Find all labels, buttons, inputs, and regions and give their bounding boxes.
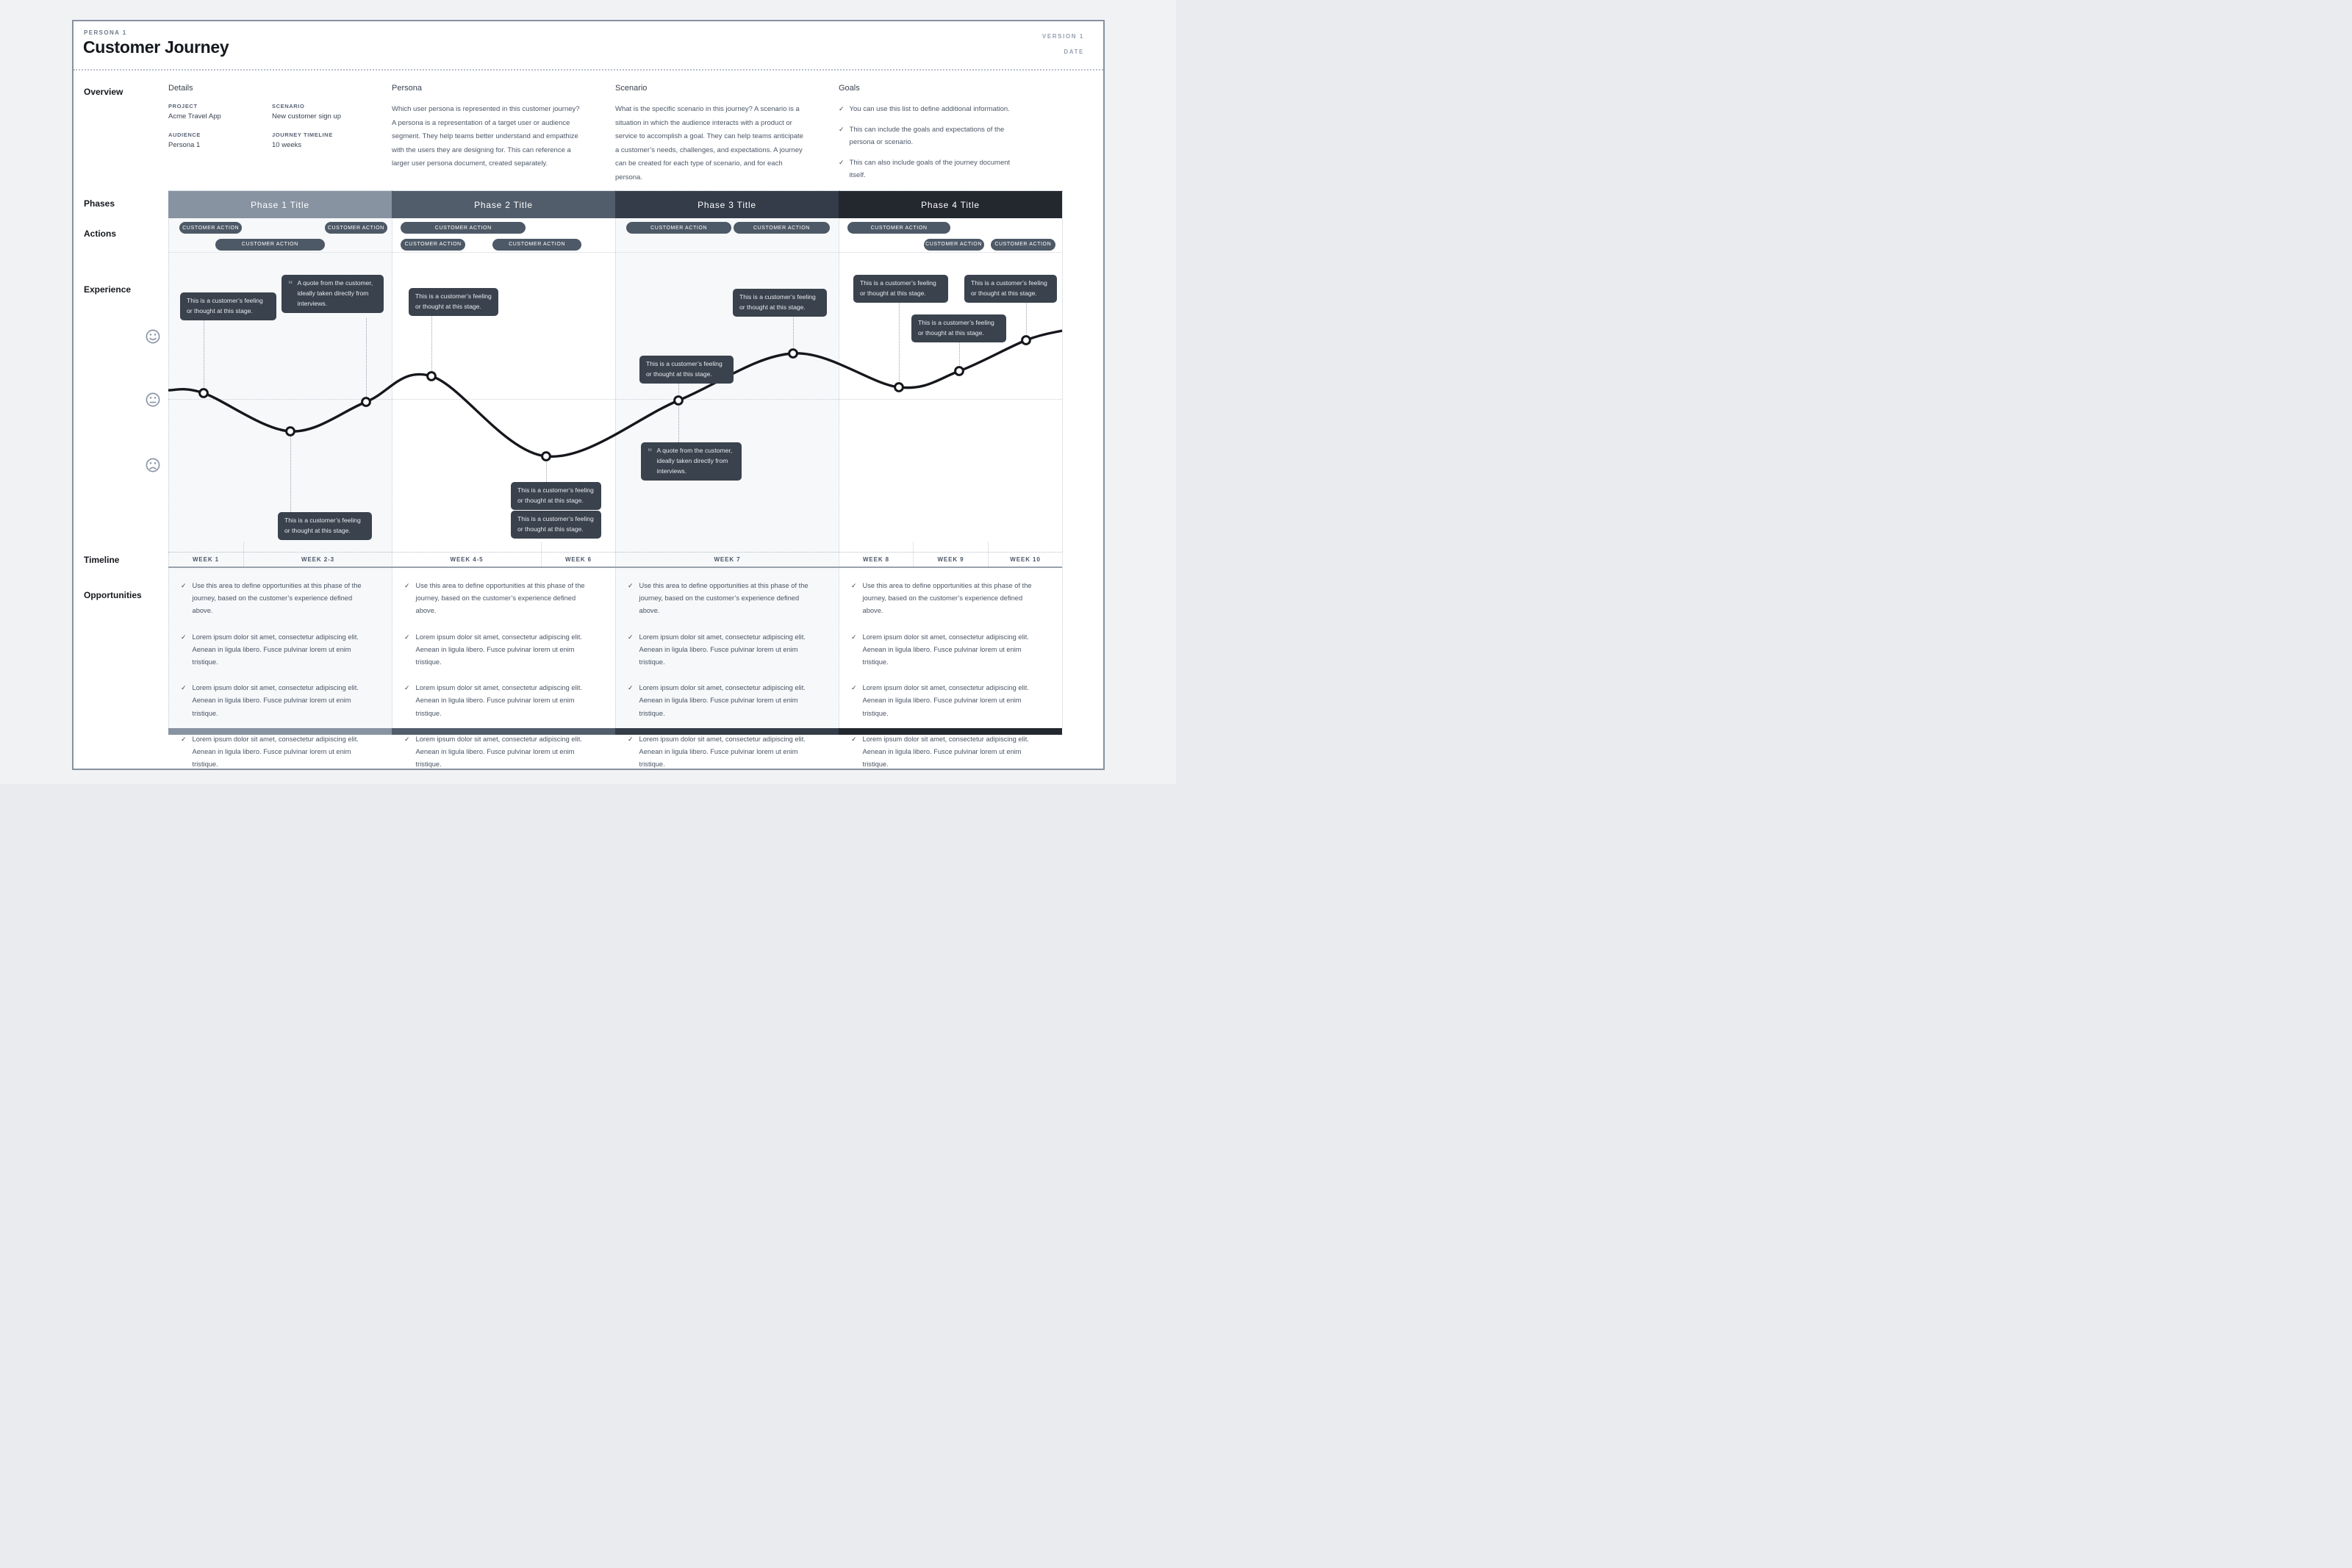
goals-heading: Goals (839, 84, 860, 93)
check-icon: ✓ (404, 735, 410, 743)
curve-point-marker[interactable] (895, 384, 903, 392)
journey-card (72, 20, 1105, 770)
detail-field-label: AUDIENCE (168, 132, 201, 138)
opportunity-text: Lorem ipsum dolor sit amet, consectetur adipiscing elit. Aenean in ligula libero. Fusce pulvinar lorem ut enim tristique. (862, 735, 1029, 769)
curve-point-marker[interactable] (789, 350, 797, 358)
customer-journey-page (0, 0, 1176, 784)
quote-row (648, 446, 735, 477)
persona-description: Which user persona is represented in this customer journey? A persona is a representation of a target user or audience segment. They help teams better understand and empathize with the users they are designing for. This can reference a larger user persona document, created separately. (392, 105, 580, 168)
check-icon: ✓ (181, 684, 187, 692)
opportunity-text: Lorem ipsum dolor sit amet, consectetur adipiscing elit. Aenean in ligula libero. Fusce pulvinar lorem ut enim tristique. (192, 684, 359, 717)
customer-action-pill[interactable]: CUSTOMER ACTION (626, 222, 731, 234)
opportunity-item (404, 733, 593, 772)
phase-footer-bar-3 (615, 728, 839, 735)
timeline-week-cell: WEEK 8 (839, 553, 913, 567)
experience-curve-path (168, 331, 1062, 456)
check-icon: ✓ (628, 633, 634, 641)
check-icon: ✓ (839, 126, 845, 134)
goal-text: You can use this list to define additional information. (849, 105, 1010, 113)
opportunity-item (628, 682, 817, 720)
detail-field-label: SCENARIO (272, 103, 305, 109)
quote-row (288, 278, 377, 309)
experience-label: Experience (84, 284, 132, 295)
customer-feeling-card[interactable] (964, 275, 1057, 303)
goal-text: This can also include goals of the journey document itself. (849, 159, 1011, 180)
opportunity-item (851, 733, 1040, 772)
opportunity-text: Lorem ipsum dolor sit amet, consectetur adipiscing elit. Aenean in ligula libero. Fusce pulvinar lorem ut enim tristique. (415, 684, 582, 717)
timeline-row (168, 552, 1062, 567)
check-icon: ✓ (404, 633, 410, 641)
detail-field (272, 103, 368, 121)
opportunity-text: Lorem ipsum dolor sit amet, consectetur adipiscing elit. Aenean in ligula libero. Fusce pulvinar lorem ut enim tristique. (192, 735, 359, 769)
check-icon: ✓ (851, 684, 857, 692)
customer-action-pill[interactable]: CUSTOMER ACTION (325, 222, 387, 234)
details-heading: Details (168, 84, 193, 93)
neutral-face-icon (145, 392, 161, 408)
quote-text: A quote from the customer, ideally taken directly from interviews. (297, 279, 373, 307)
phase-title: Phase 4 Title (921, 199, 980, 210)
phases-row (168, 190, 1062, 218)
curve-point-marker[interactable] (362, 398, 370, 406)
opportunities-column-3 (615, 580, 839, 784)
check-icon: ✓ (628, 582, 634, 589)
customer-feeling-card[interactable] (733, 289, 827, 317)
scenario-column (615, 84, 822, 184)
opportunity-text: Use this area to define opportunities at this phase of the journey, based on the customer’s experience defined above. (639, 582, 808, 615)
curve-point-marker[interactable] (200, 389, 208, 398)
opportunity-item (181, 580, 370, 618)
opportunity-item (181, 631, 370, 669)
version-label: VERSION 1 (1041, 33, 1084, 40)
phase-title: Phase 2 Title (474, 199, 533, 210)
curve-point-marker[interactable] (956, 367, 964, 375)
feeling-text: This is a customer’s feeling or thought at this stage. (971, 279, 1047, 297)
check-icon: ✓ (181, 735, 187, 743)
check-icon: ✓ (404, 684, 410, 692)
quote-icon: “ (288, 278, 293, 289)
overview-label: Overview (84, 87, 123, 97)
customer-feeling-card[interactable] (180, 292, 276, 320)
curve-point-marker[interactable] (542, 453, 551, 461)
feeling-text: This is a customer’s feeling or thought at this stage. (646, 360, 723, 378)
feeling-text: This is a customer’s feeling or thought at this stage. (739, 293, 816, 311)
header-divider (74, 69, 1103, 71)
check-icon: ✓ (839, 159, 845, 167)
check-icon: ✓ (851, 633, 857, 641)
actions-label: Actions (84, 229, 117, 239)
phase-title: Phase 3 Title (698, 199, 756, 210)
goal-item (839, 157, 1046, 181)
detail-field-value: Acme Travel App (168, 112, 221, 121)
opportunity-item (181, 682, 370, 720)
phase-footer-bar-2 (392, 728, 615, 735)
customer-action-pill[interactable]: CUSTOMER ACTION (924, 239, 984, 251)
feeling-text: This is a customer’s feeling or thought at this stage. (517, 486, 594, 504)
opportunity-item (404, 682, 593, 720)
feeling-text: This is a customer’s feeling or thought at this stage. (918, 319, 994, 337)
opportunity-item (404, 631, 593, 669)
customer-action-pill[interactable]: CUSTOMER ACTION (847, 222, 950, 234)
phase-footer-bar-4 (839, 728, 1062, 735)
phase-header-2 (392, 191, 615, 218)
phases-label: Phases (84, 198, 115, 209)
phase-header-1 (168, 191, 392, 218)
opportunity-item (628, 733, 817, 772)
opportunity-item (851, 580, 1040, 618)
detail-field-value: Persona 1 (168, 141, 201, 149)
timeline-week-cell: WEEK 4-5 (392, 553, 541, 567)
opportunity-item (851, 631, 1040, 669)
goals-list (839, 103, 1046, 181)
phase-footer-bar-1 (168, 728, 392, 735)
timeline-week-cell: WEEK 2-3 (243, 553, 392, 567)
feeling-text: This is a customer’s feeling or thought at this stage. (415, 292, 492, 310)
timeline-week-cell: WEEK 10 (988, 553, 1062, 567)
opportunity-text: Lorem ipsum dolor sit amet, consectetur adipiscing elit. Aenean in ligula libero. Fusce pulvinar lorem ut enim tristique. (639, 684, 806, 717)
curve-point-marker[interactable] (1022, 337, 1030, 345)
opportunity-text: Use this area to define opportunities at this phase of the journey, based on the customer’s experience defined above. (415, 582, 585, 615)
customer-feeling-card[interactable] (511, 511, 601, 539)
persona-label: PERSONA 1 (84, 29, 127, 36)
customer-quote-card[interactable] (282, 275, 384, 313)
timeline-label: Timeline (84, 555, 120, 565)
detail-field (168, 103, 265, 121)
opportunity-text: Use this area to define opportunities at this phase of the journey, based on the customer’s experience defined above. (862, 582, 1032, 615)
opportunity-text: Lorem ipsum dolor sit amet, consectetur adipiscing elit. Aenean in ligula libero. Fusce pulvinar lorem ut enim tristique. (415, 735, 582, 769)
opportunity-text: Lorem ipsum dolor sit amet, consectetur adipiscing elit. Aenean in ligula libero. Fusce pulvinar lorem ut enim tristique. (192, 633, 359, 666)
opportunities-column-2 (392, 580, 615, 784)
timeline-week-cell: WEEK 9 (913, 553, 988, 567)
timeline-week-cell: WEEK 6 (541, 553, 615, 567)
opportunities-column-4 (839, 580, 1062, 784)
opportunity-text: Lorem ipsum dolor sit amet, consectetur adipiscing elit. Aenean in ligula libero. Fusce pulvinar lorem ut enim tristique. (639, 735, 806, 769)
check-icon: ✓ (628, 735, 634, 743)
detail-field-value: New customer sign up (272, 112, 341, 121)
goal-item (839, 103, 1046, 115)
customer-action-pill[interactable]: CUSTOMER ACTION (991, 239, 1055, 251)
opportunity-item (851, 682, 1040, 720)
customer-quote-card[interactable] (641, 442, 742, 481)
phase-title: Phase 1 Title (251, 199, 309, 210)
customer-action-pill[interactable]: CUSTOMER ACTION (401, 239, 465, 251)
phase-header-4 (839, 191, 1062, 218)
check-icon: ✓ (851, 735, 857, 743)
check-icon: ✓ (181, 582, 187, 589)
check-icon: ✓ (851, 582, 857, 589)
opportunities-label: Opportunities (84, 590, 142, 600)
feeling-text: This is a customer’s feeling or thought at this stage. (187, 297, 263, 314)
customer-action-pill[interactable]: CUSTOMER ACTION (734, 222, 830, 234)
opportunity-text: Lorem ipsum dolor sit amet, consectetur adipiscing elit. Aenean in ligula libero. Fusce pulvinar lorem ut enim tristique. (415, 633, 582, 666)
timeline-week-cell: WEEK 1 (192, 556, 220, 563)
curve-point-marker[interactable] (287, 428, 295, 436)
detail-field-value: 10 weeks (272, 141, 302, 149)
check-icon: ✓ (628, 684, 634, 692)
customer-action-pill[interactable]: CUSTOMER ACTION (401, 222, 526, 234)
customer-feeling-card[interactable] (911, 314, 1006, 342)
sad-face-icon (145, 457, 161, 473)
detail-field (272, 132, 368, 149)
phase-boundary-line (1062, 190, 1063, 728)
customer-action-pill[interactable]: CUSTOMER ACTION (492, 239, 582, 251)
quote-text: A quote from the customer, ideally taken directly from interviews. (656, 447, 733, 475)
details-column (168, 84, 376, 149)
goal-text: This can include the goals and expectations of the persona or scenario. (849, 126, 1005, 147)
detail-field-label: JOURNEY TIMELINE (272, 132, 333, 138)
timeline-week-cell: WEEK 7 (615, 553, 839, 567)
happy-face-icon (145, 328, 161, 345)
opportunity-item (628, 580, 817, 618)
curve-point-marker[interactable] (428, 373, 436, 381)
feeling-text: This is a customer’s feeling or thought at this stage. (284, 517, 361, 534)
phase-header-3 (615, 191, 839, 218)
opportunity-item (181, 733, 370, 772)
goal-item (839, 123, 1046, 148)
customer-feeling-card[interactable] (511, 482, 601, 510)
persona-column (392, 84, 599, 171)
opportunity-text: Lorem ipsum dolor sit amet, consectetur adipiscing elit. Aenean in ligula libero. Fusce pulvinar lorem ut enim tristique. (862, 684, 1029, 717)
feeling-text: This is a customer’s feeling or thought at this stage. (517, 515, 594, 533)
customer-feeling-card[interactable] (639, 356, 734, 384)
check-icon: ✓ (181, 633, 187, 641)
customer-feeling-card[interactable] (409, 288, 498, 316)
customer-action-pill[interactable]: CUSTOMER ACTION (179, 222, 242, 234)
opportunity-item (628, 631, 817, 669)
curve-point-marker[interactable] (675, 397, 683, 405)
detail-field-label: PROJECT (168, 103, 198, 109)
opportunity-text: Lorem ipsum dolor sit amet, consectetur adipiscing elit. Aenean in ligula libero. Fusce pulvinar lorem ut enim tristique. (639, 633, 806, 666)
scenario-heading: Scenario (615, 84, 648, 93)
details-fields (168, 103, 376, 149)
opportunity-text: Lorem ipsum dolor sit amet, consectetur adipiscing elit. Aenean in ligula libero. Fusce pulvinar lorem ut enim tristique. (862, 633, 1029, 666)
check-icon: ✓ (839, 105, 845, 112)
opportunity-text: Use this area to define opportunities at this phase of the journey, based on the customer’s experience defined above. (192, 582, 362, 615)
customer-feeling-card[interactable] (278, 512, 372, 540)
feeling-text: This is a customer’s feeling or thought at this stage. (860, 279, 936, 297)
scenario-description: What is the specific scenario in this journey? A scenario is a situation in which the audience interacts with a product or service to accomplish a goal. They can help teams anticipate a customer’s needs, challenges, and expectations. A journey can be created for each type of scenario, and for each persona. (615, 105, 803, 181)
quote-icon: “ (648, 446, 653, 457)
timeline-rule (168, 567, 1062, 568)
persona-heading: Persona (392, 84, 422, 93)
customer-feeling-card[interactable] (853, 275, 948, 303)
customer-action-pill[interactable]: CUSTOMER ACTION (215, 239, 325, 251)
date-label: DATE (1064, 48, 1084, 55)
opportunities-column-1 (168, 580, 392, 784)
opportunity-item (404, 580, 593, 618)
check-icon: ✓ (404, 582, 410, 589)
detail-field (168, 132, 265, 149)
goals-column (839, 84, 1046, 190)
page-title: Customer Journey (83, 37, 229, 57)
